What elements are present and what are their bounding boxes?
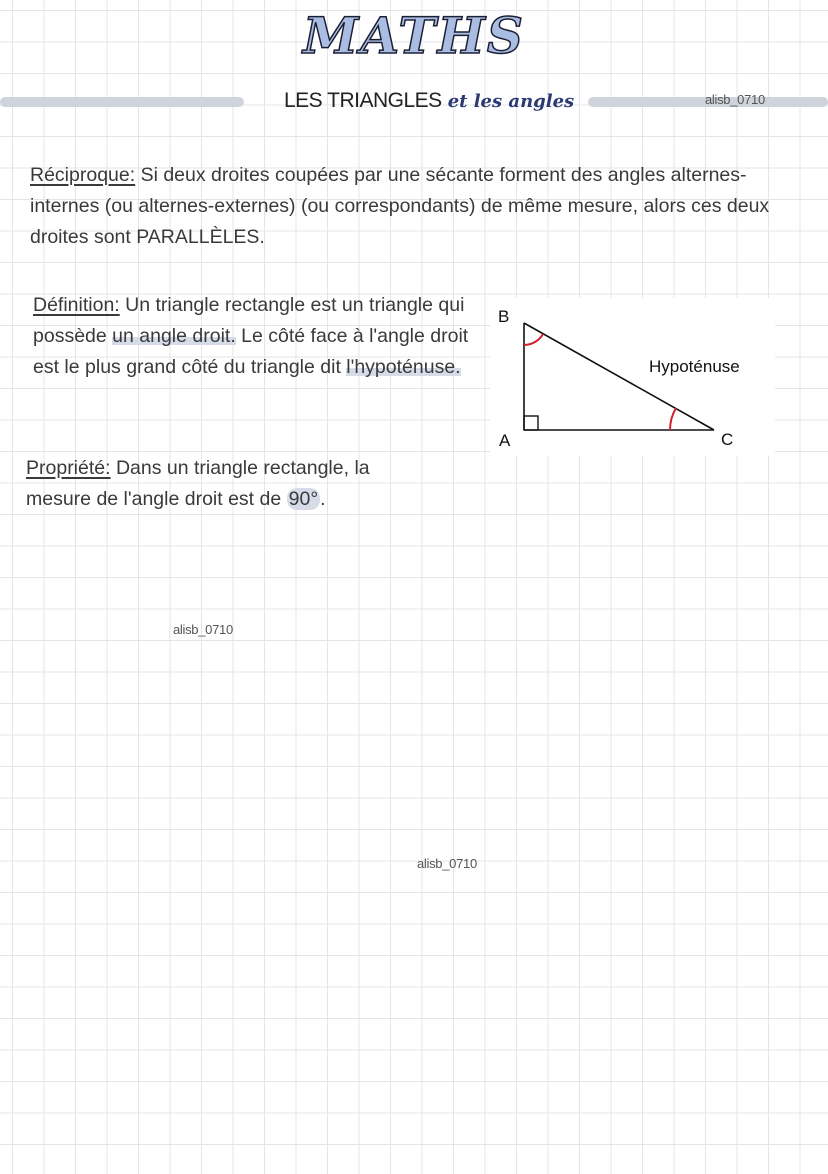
vertex-b-label: B (498, 307, 510, 326)
propriete-value: 90° (288, 488, 319, 510)
definition-highlight-right-angle: un angle droit. (112, 325, 236, 347)
hypotenuse-label: Hypoténuse (649, 357, 740, 376)
definition-paragraph (33, 290, 473, 383)
page-title: MATHS (303, 6, 525, 65)
propriete-text: Dans un triangle rectangle, la mesure de l'angle droit est de (26, 457, 370, 510)
definition-text-b: Le côté face à l'angle droit est le plus grand côté du triangle dit (33, 325, 469, 378)
subtitle-plain: LES TRIANGLES (284, 89, 442, 112)
subtitle-fancy: et les angles (447, 91, 575, 112)
reciproque-text: Si deux droites coupées par une sécante forment des angles alternes-internes (ou alternes-externes) (ou correspondants) de même mesure, alors ces deux droites sont PARALLÈLES. (30, 164, 770, 248)
header-divider-left (0, 97, 244, 107)
vertex-a-label: A (499, 431, 511, 450)
header-watermark: alisb_0710 (705, 92, 765, 107)
triangle-diagram (490, 298, 775, 456)
angle-b-arc (524, 334, 543, 345)
triangle-figure (490, 298, 775, 456)
reciproque-keyword: Réciproque: (30, 164, 136, 186)
definition-keyword: Définition: (33, 294, 120, 316)
triangle-shape (524, 323, 714, 430)
side-bc-hypotenuse (524, 323, 714, 430)
watermark-center: alisb_0710 (417, 856, 477, 871)
angle-c-arc (670, 408, 676, 430)
definition-text-a: Un triangle rectangle est un triangle qui possède (33, 294, 465, 347)
definition-highlight-hypotenuse: l'hypoténuse. (346, 356, 461, 378)
reciproque-paragraph (30, 160, 800, 253)
propriete-end: . (320, 488, 326, 510)
right-angle-marker (524, 416, 538, 430)
watermark-middle-left: alisb_0710 (173, 622, 233, 637)
propriete-keyword: Propriété: (26, 457, 111, 479)
vertex-c-label: C (721, 430, 734, 449)
propriete-paragraph (26, 453, 426, 515)
page-subtitle (284, 88, 574, 113)
